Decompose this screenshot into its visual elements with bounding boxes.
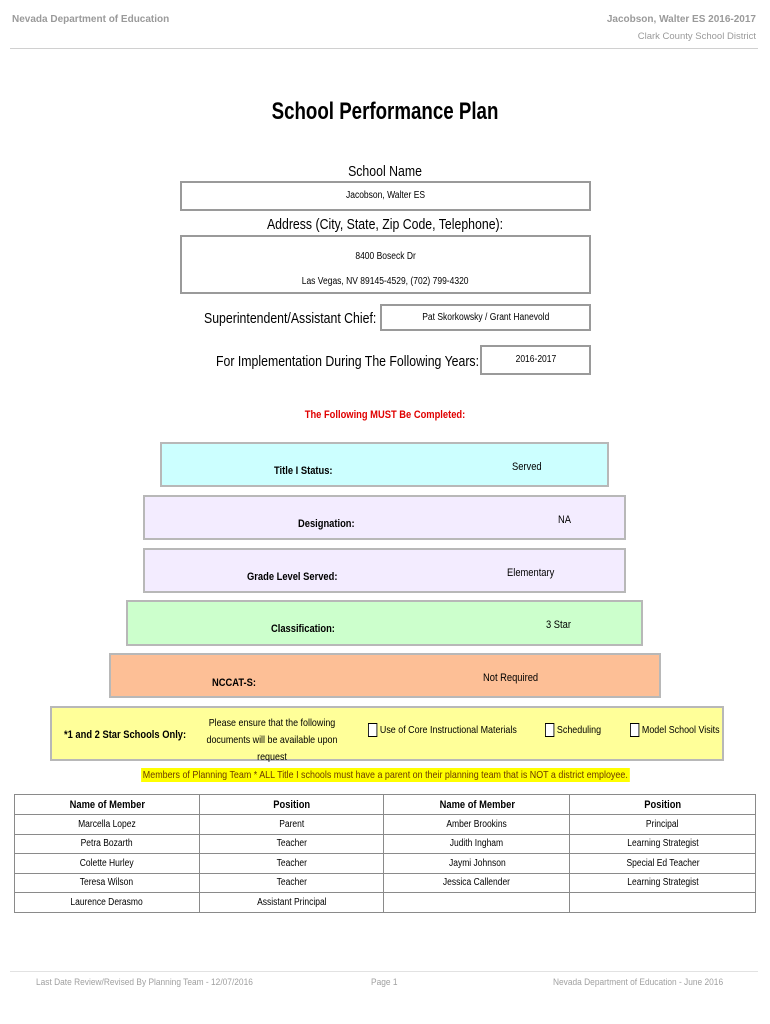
school-name-label: School Name: [348, 163, 422, 180]
table-cell[interactable]: Teacher: [199, 873, 384, 893]
classification-value: 3 Star: [546, 619, 571, 631]
table-row: [15, 815, 756, 835]
table-cell[interactable]: Assistant Principal: [199, 893, 384, 913]
table-row: [15, 893, 756, 913]
nccat-label: NCCAT-S:: [212, 677, 256, 689]
table-cell[interactable]: Learning Strategist: [570, 834, 756, 854]
address-label: Address (City, State, Zip Code, Telephone):: [266, 216, 504, 233]
header-district: Clark County School District: [637, 31, 756, 42]
checkbox-icon: [630, 723, 639, 737]
scheduling-checkbox[interactable]: Scheduling: [545, 723, 601, 737]
table-row: [15, 854, 756, 874]
table-cell[interactable]: Principal: [570, 815, 756, 835]
column-header: Position: [199, 795, 384, 815]
address-line-1: 8400 Boseck Dr: [355, 251, 416, 262]
table-cell[interactable]: Special Ed Teacher: [570, 854, 756, 874]
title-i-status-label: Title I Status:: [274, 465, 333, 477]
table-cell[interactable]: Jessica Callender: [384, 873, 570, 893]
footer-page-number: Page 1: [371, 977, 398, 988]
table-cell[interactable]: [384, 893, 570, 913]
grade-level-field[interactable]: [143, 548, 626, 593]
table-row: [15, 873, 756, 893]
column-header: Name of Member: [384, 795, 570, 815]
star-schools-label: *1 and 2 Star Schools Only:: [64, 729, 187, 741]
table-cell[interactable]: Parent: [199, 815, 384, 835]
superintendent-label: Superintendent/Assistant Chief:: [204, 310, 377, 327]
star-schools-note: Please ensure that the following documents will be available upon request: [206, 717, 338, 763]
designation-field[interactable]: [143, 495, 626, 540]
nccat-field[interactable]: [109, 653, 661, 698]
table-cell[interactable]: Teresa Wilson: [15, 873, 200, 893]
table-cell[interactable]: [570, 893, 756, 913]
superintendent-field[interactable]: [380, 304, 591, 331]
grade-level-label: Grade Level Served:: [247, 571, 338, 583]
star-schools-panel: [50, 706, 724, 761]
implementation-years-value: 2016-2017: [515, 354, 556, 365]
table-cell[interactable]: Amber Brookins: [384, 815, 570, 835]
table-row: [15, 834, 756, 854]
designation-value: NA: [558, 514, 571, 526]
table-cell[interactable]: Petra Bozarth: [15, 834, 200, 854]
table-cell[interactable]: Learning Strategist: [570, 873, 756, 893]
nccat-value: Not Required: [483, 672, 539, 684]
address-field[interactable]: [180, 235, 591, 294]
table-cell[interactable]: Teacher: [199, 854, 384, 874]
table-cell[interactable]: Colette Hurley: [15, 854, 200, 874]
table-cell[interactable]: Judith Ingham: [384, 834, 570, 854]
grade-level-value: Elementary: [507, 567, 555, 579]
checkbox-icon: [368, 723, 377, 737]
designation-label: Designation:: [298, 518, 355, 530]
model-school-visits-checkbox[interactable]: Model School Visits: [630, 723, 720, 737]
implementation-label: For Implementation During The Following Years:: [216, 353, 480, 370]
address-line-2: Las Vegas, NV 89145-4529, (702) 799-4320: [302, 276, 469, 287]
table-cell[interactable]: Jaymi Johnson: [384, 854, 570, 874]
column-header: Position: [570, 795, 756, 815]
table-cell[interactable]: Marcella Lopez: [15, 815, 200, 835]
footer-review-date: Last Date Review/Revised By Planning Team - 12/07/2016: [36, 977, 253, 988]
title-i-status-field[interactable]: [160, 442, 609, 487]
superintendent-value: Pat Skorkowsky / Grant Hanevold: [421, 312, 550, 323]
header-school-year: Jacobson, Walter ES 2016-2017: [606, 14, 756, 25]
school-name-field[interactable]: [180, 181, 591, 211]
table-cell[interactable]: Teacher: [199, 834, 384, 854]
header-divider: [10, 48, 758, 49]
planning-team-note: Members of Planning Team * ALL Title I schools must have a parent on their planning team that is NOT a district employee.: [142, 769, 628, 781]
must-complete-notice: The Following MUST Be Completed:: [304, 409, 466, 421]
footer-source: Nevada Department of Education - June 2016: [553, 977, 724, 988]
page-title: School Performance Plan: [271, 98, 499, 125]
header-department: Nevada Department of Education: [12, 14, 170, 25]
school-name-value: Jacobson, Walter ES: [345, 190, 426, 201]
footer-divider: [10, 971, 758, 972]
column-header: Name of Member: [15, 795, 200, 815]
implementation-years-field[interactable]: [480, 345, 591, 375]
title-i-status-value: Served: [512, 461, 542, 473]
table-cell[interactable]: Laurence Derasmo: [15, 893, 200, 913]
classification-label: Classification:: [271, 623, 335, 635]
classification-field[interactable]: [126, 600, 643, 646]
core-materials-checkbox[interactable]: Use of Core Instructional Materials: [368, 723, 517, 737]
checkbox-icon: [545, 723, 554, 737]
planning-team-table: [14, 794, 756, 913]
